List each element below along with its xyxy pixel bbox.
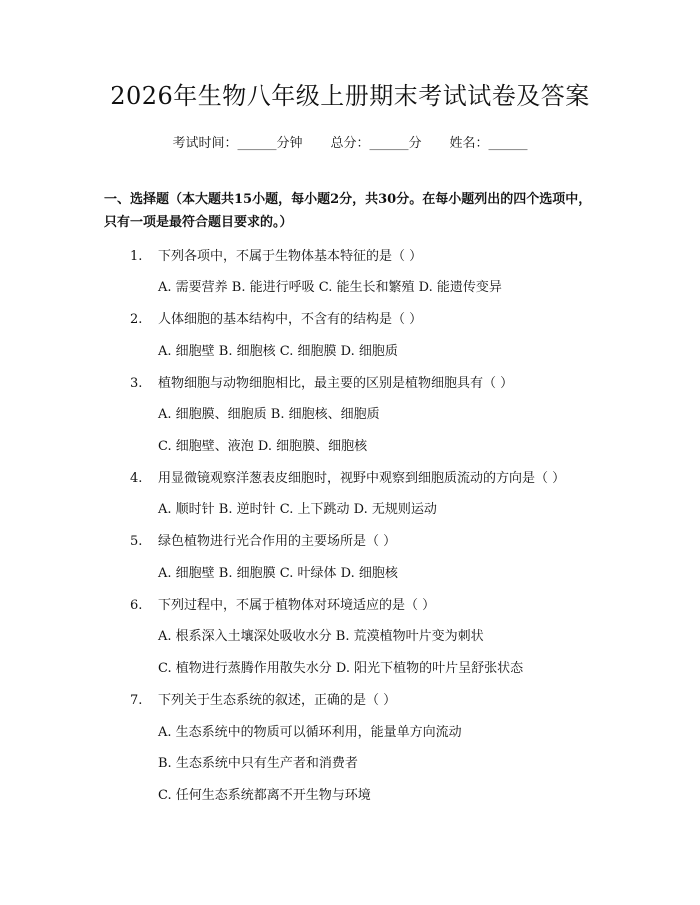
section-heading: 一、选择题（本大题共15小题，每小题2分，共30分。在每小题列出的四个选项中，只有一项是最符合题目要求的。） bbox=[104, 192, 592, 230]
question bbox=[130, 245, 422, 264]
question-options: C. 细胞壁、液泡 D. 细胞膜、细胞核 bbox=[158, 439, 368, 454]
question-options: A. 生态系统中的物质可以循环利用，能量单方向流动 bbox=[158, 725, 462, 740]
question-options: A. 细胞壁 B. 细胞膜 C. 叶绿体 D. 细胞核 bbox=[158, 566, 398, 581]
question-number: 5. bbox=[130, 534, 143, 549]
question bbox=[130, 530, 396, 549]
question-options: A. 细胞壁 B. 细胞核 C. 细胞膜 D. 细胞质 bbox=[158, 344, 398, 359]
question-number: 6. bbox=[130, 598, 143, 613]
question-number: 1. bbox=[130, 249, 143, 264]
question-options: B. 生态系统中只有生产者和消费者 bbox=[158, 756, 358, 771]
question-text: 用显微镜观察洋葱表皮细胞时，视野中观察到细胞质流动的方向是（ ） bbox=[158, 471, 566, 486]
question-options: A. 顺时针 B. 逆时针 C. 上下跳动 D. 无规则运动 bbox=[158, 502, 437, 517]
question-options: A. 根系深入土壤深处吸收水分 B. 荒漠植物叶片变为刺状 bbox=[158, 629, 484, 644]
question-number: 3. bbox=[130, 376, 143, 391]
question-options: A. 需要营养 B. 能进行呼吸 C. 能生长和繁殖 D. 能遗传变异 bbox=[158, 280, 502, 295]
question-options: A. 细胞膜、细胞质 B. 细胞核、细胞质 bbox=[158, 407, 380, 422]
question-number: 2. bbox=[130, 312, 143, 327]
question-text: 下列关于生态系统的叙述，正确的是（ ） bbox=[158, 693, 397, 708]
question-options: C. 任何生态系统都离不开生物与环境 bbox=[158, 788, 371, 803]
question-text: 植物细胞与动物细胞相比，最主要的区别是植物细胞具有（ ） bbox=[158, 376, 514, 391]
question bbox=[130, 372, 513, 391]
question bbox=[130, 594, 435, 613]
question-options: C. 植物进行蒸腾作用散失水分 D. 阳光下植物的叶片呈舒张状态 bbox=[158, 661, 524, 676]
total-score: 总分：______分 bbox=[330, 136, 422, 151]
question bbox=[130, 467, 565, 486]
page-title: 2026年生物八年级上册期末考试试卷及答案 bbox=[110, 82, 590, 110]
question-number: 7. bbox=[130, 693, 143, 708]
exam-meta bbox=[0, 132, 700, 151]
question-text: 绿色植物进行光合作用的主要场所是（ ） bbox=[158, 534, 397, 549]
question-text: 下列过程中，不属于植物体对环境适应的是（ ） bbox=[158, 598, 436, 613]
question-text: 下列各项中，不属于生物体基本特征的是（ ） bbox=[158, 249, 423, 264]
student-name: 姓名：______ bbox=[449, 136, 528, 151]
question bbox=[130, 308, 422, 327]
question-text: 人体细胞的基本结构中，不含有的结构是（ ） bbox=[158, 312, 423, 327]
question bbox=[130, 689, 396, 708]
question-number: 4. bbox=[130, 471, 143, 486]
exam-time: 考试时间：______分钟 bbox=[172, 136, 303, 151]
